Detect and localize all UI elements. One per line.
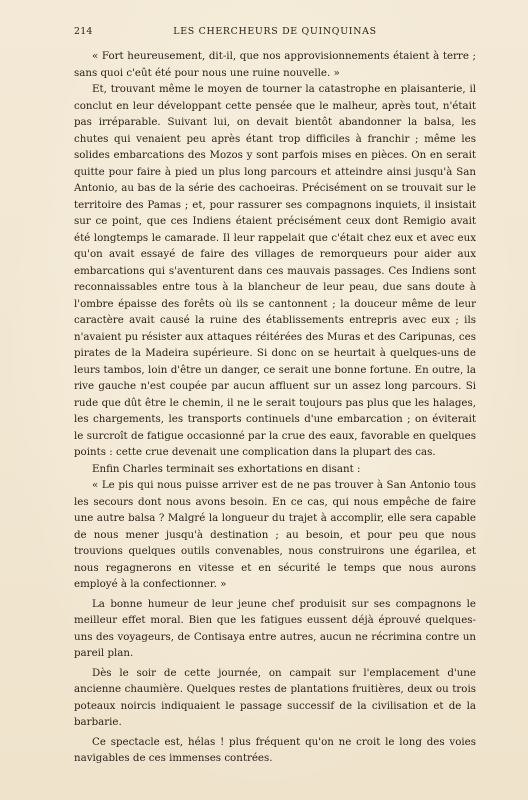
paragraph: Ce spectacle est, hélas ! plus fréquent qu'on ne croit le long des voies navigables de ces immenses contrées. [74, 735, 476, 764]
body-text [74, 48, 476, 767]
paragraph: Dès le soir de cette journée, on campait sur l'emplacement d'une ancienne chaumière. Quelques restes de plantations fruitières, deux ou trois poteaux noircis indiquaient le passage successif de la civilisation et de la barbarie. [74, 666, 476, 728]
paragraph: La bonne humeur de leur jeune chef produisit sur ses compagnons le meilleur effet moral. Bien que les fatigues eussent déjà éprouvé quelques-uns des voyageurs, de Contisaya entre autres, aucun ne récrimina contre un pareil plan. [74, 597, 476, 659]
paragraph: « Le pis qui nous puisse arriver est de ne pas trouver à San Antonio tous les secours dont nous avons besoin. En ce cas, qui nous empêche de faire une autre balsa ? Malgré la longueur du trajet à accomplir, elle sera capable de nous mener jusqu'à destination ; au besoin, et pour peu que nous trouvions quelques outils convenables, nous construirons une égarilea, et nous regagnerons en vitesse et en sécurité le temps que nous aurons employé à la confectionner. » [74, 479, 476, 590]
paragraph: Enfin Charles terminait ses exhortations en disant : [92, 462, 361, 475]
page-number: 214 [74, 26, 93, 37]
paragraph: « Fort heureusement, dit-il, que nos approvisionnements étaient à terre ; sans quoi c'eût été pour nous une ruine nouvelle. » [74, 50, 476, 79]
paragraph: Et, trouvant même le moyen de tourner la catastrophe en plaisanterie, il conclut en leur développant cette pensée que le malheur, après tout, n'était pas irréparable. Suivant lui, on devait bientôt abandonner la balsa, les chutes qui venaient peu après étant trop difficiles à franchir ; même les solides embarcations des Mozos y sont parfois mises en pièces. On en serait quitte pour faire à pied un plus long parcours et atteindre ainsi jusqu'à San Antonio, au bas de la série des cachoeiras. Précisément on se trouvait sur le territoire des Pamas ; et, pour rassurer ses compagnons inquiets, il insistait sur ce point, que ces Indiens étaient précisément ceux dont Remigio avait été longtemps le camarade. Il leur rappelait que c'était chez eux et avec eux qu'on avait essayé de faire des villages de remorqueurs pour aider aux embarcations qui s'aventurent dans ces mauvais passages. Ces Indiens sont reconnaissables entre tous à la blancheur de leur peau, due sans doute à l'ombre épaisse des forêts où ils se cantonnent ; la douceur même de leur caractère avait causé la ruine des établissements entrepris avec eux ; ils n'avaient pu résister aux attaques réitérées des Muras et des Caripunas, ces pirates de la Madeira supérieure. Si donc on se heurtait à quelques-uns de leurs tambos, loin d'être un danger, ce serait une bonne fortune. En outre, la rive gauche n'est coupée par aucun affluent sur un assez long parcours. Si rude que dût être le chemin, il ne le serait toujours pas plus que les halages, les chargements, les transports continuels d'une embarcation ; on éviterait le surcroît de fatigue occasionné par la crue des eaux, favorable en quelques points : cette crue devenait une complication dans la plupart des cas. [74, 83, 476, 458]
running-title: LES CHERCHEURS DE QUINQUINAS [173, 26, 377, 37]
page-header [74, 26, 476, 42]
